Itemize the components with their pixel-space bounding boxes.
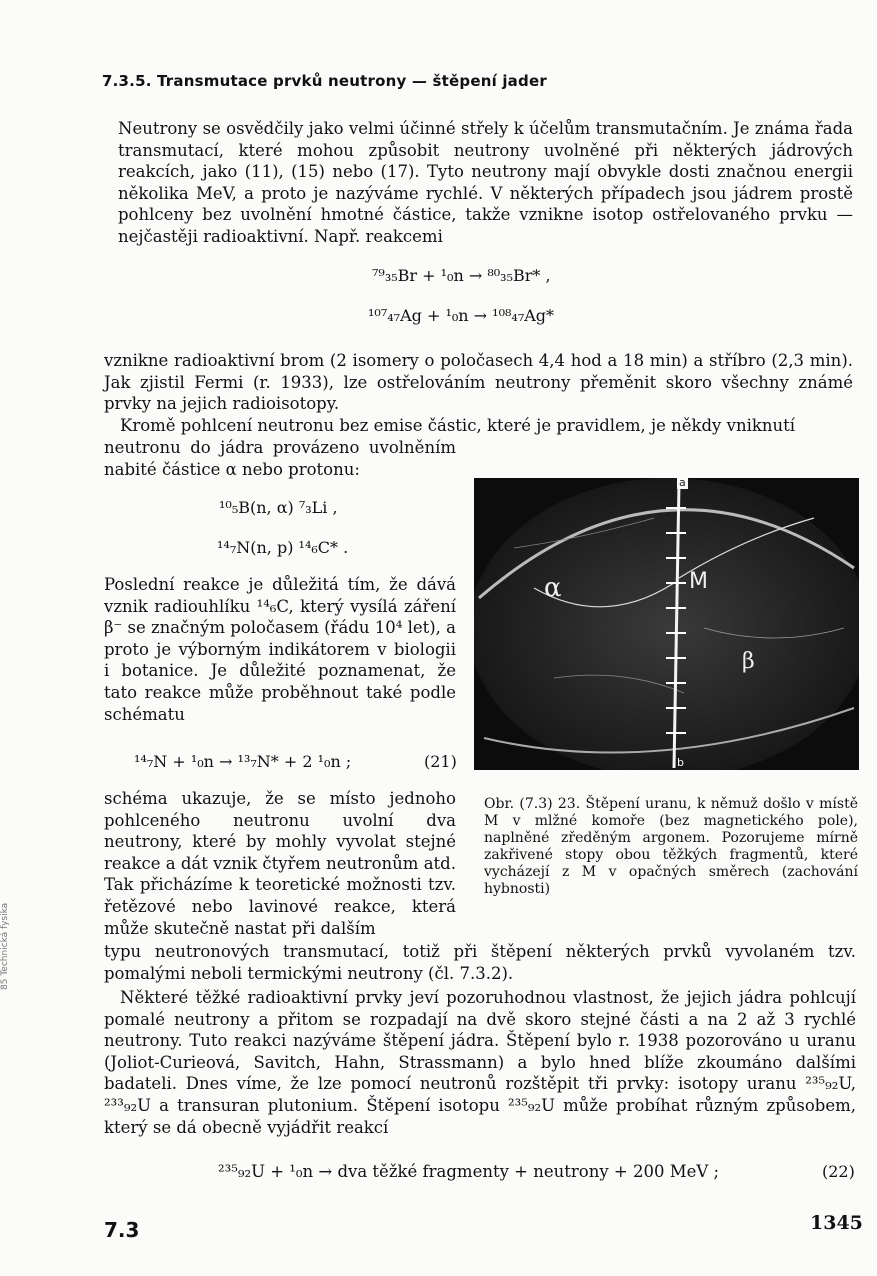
paragraph-2: vznikne radioaktivní brom (2 isomery o poločasech 4,4 hod a 18 min) a stříbro (2,3 min). Jak zjistil Fermi (r. 1933), lze ostřelováním neutrony přeměnit skoro všechny známé prvky na jejich radioisotopy. [104,351,853,414]
paragraph-5-column: schéma ukazuje, že se místo jednoho pohlceného neutronu uvolní dva neutrony, které by mohly vyvolat stejné reakce a dát vznik čtyřem neutronům atd. Tak přicházíme k teoretické možnosti tzv. řetězové nebo lavinové reakce, která může skutečně nastat při dalším [104,789,456,938]
paragraph-6: Některé těžké radioaktivní prvky jeví pozoruhodnou vlastnost, že jejich jádra pohlcují pomalé neutrony a přitom se rozpadají na dvě skoro stejné části a na 2 až 3 rychlé neutrony. Tuto reakci nazýváme štěpení jádra. Štěpení bylo r. 1938 pozorováno u uranu (Joliot-Curieová, Savitch, Hahn, Strassmann) a bylo hned blíže zkoumáno dalšími badateli. Dnes víme, že lze pomocí neutronů rozštěpit tři prvky: isotopy uranu ²³⁵₉₂U, ²³³₉₂U a transuran plutonium. Štěpení isotopu ²³⁵₉₂U může probíhat různým způsobem, který se dá obecně vyjádřit reakcí [104,988,856,1137]
paragraph-5-continued: typu neutronových transmutací, totiž při štěpení některých prvků vyvolaném tzv. pomalými neboli termickými neutrony (čl. 7.3.2). [104,942,856,983]
page-number: 1345 [810,1212,863,1234]
equation-22: ²³⁵₉₂U + ¹₀n → dva těžké fragmenty + neutrony + 200 MeV ; [218,1162,720,1181]
equation-silver: ¹⁰⁷₄₇Ag + ¹₀n → ¹⁰⁸₄₇Ag* [368,306,555,325]
equation-nitrogen: ¹⁴₇N(n, p) ¹⁴₆C* . [217,538,349,557]
figure-label-a-text: a [679,478,686,489]
figure-label-m: M [689,569,708,594]
cloud-chamber-photo [474,478,859,770]
footer-section-number: 7.3 [104,1218,140,1242]
figure-label-alpha: α [544,573,562,603]
equation-boron: ¹⁰₅B(n, α) ⁷₃Li , [219,498,338,517]
figure-label-beta: β [742,649,755,674]
figure-caption: Obr. (7.3) 23. Štěpení uranu, k němuž došlo v místě M v mlžné komoře (bez magnetického pole), naplněné zředěným argonem. Pozorujeme mírně zakřivené stopy obou těžkých fragmentů, které vycházejí z M v opačných směrech (zachování hybnosti) [484,796,858,897]
section-heading: 7.3.5. Transmutace prvků neutrony — štěpení jader [102,72,547,90]
cloud-chamber-image [474,478,859,770]
equation-22-number: (22) [822,1162,855,1181]
paragraph-3-first-line: Kromě pohlcení neutronu bez emise částic, které je pravidlem, je někdy vniknutí [120,416,796,435]
side-margin-note: 85 Technická fysika [0,902,10,990]
paragraph-4: Poslední reakce je důležitá tím, že dává vznik radiouhlíku ¹⁴₆C, který vysílá záření β⁻ se značným poločasem (řádu 10⁴ let), a proto je výborným indikátorem v biologii i botanice. Je důležité poznamenat, že tato reakce může proběhnout také podle schématu [104,575,457,724]
paragraph-1: Neutrony se osvědčily jako velmi účinné střely k účelům transmutačním. Je známa řada transmutací, které mohou způsobit neutrony uvolněné při některých jádrových reakcích, jako (11), (15) nebo (17). Tyto neutrony mají obvykle dosti značnou energii několika MeV, a proto je nazýváme rychlé. V některých případech jsou jádrem prostě pohlceny bez uvolnění hmotné částice, takže vznikne isotop ostřelovaného prvku — nejčastěji radioaktivní. Např. reakcemi [118,119,853,246]
equation-bromine: ⁷⁹₃₅Br + ¹₀n → ⁸⁰₃₅Br* , [372,266,551,285]
paragraph-3-column: neutronu do jádra provázeno uvolněním nabité částice α nebo protonu: [104,438,456,479]
equation-21: ¹⁴₇N + ¹₀n → ¹³₇N* + 2 ¹₀n ; [134,752,352,771]
figure-label-b-text: b [677,756,684,769]
equation-21-number: (21) [424,752,457,771]
